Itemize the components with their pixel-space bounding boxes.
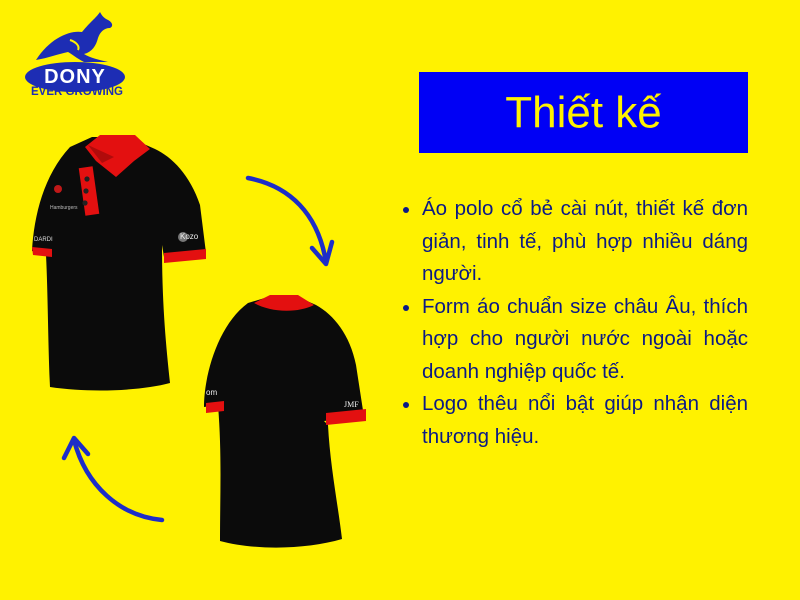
back-sleeve-right-mark: JMF (344, 400, 359, 409)
curved-arrow-icon (240, 170, 340, 274)
curved-arrow-icon (60, 430, 170, 530)
front-sleeve-right-mark: Kozo (180, 232, 199, 241)
brand-logo (22, 8, 132, 100)
svg-text:Hamburgers: Hamburgers (50, 205, 78, 211)
feature-item: Áo polo cổ bẻ cài nút, thiết kế đơn giản, tinh tế, phù hợp nhiều dáng người. (398, 193, 748, 291)
feature-item: Logo thêu nổi bật giúp nhận diện thương hiệu. (398, 388, 748, 453)
polo-shirt-front-image (30, 135, 210, 397)
polo-shirt-back-image (198, 295, 370, 557)
front-sleeve-left-mark: DARDI (34, 237, 53, 243)
feature-list (398, 193, 748, 453)
brand-name: DONY (25, 62, 125, 92)
brand-tagline: EVER GROWING (30, 86, 123, 98)
feature-item: Form áo chuẩn size châu Âu, thích hợp cho người nước ngoài hoặc doanh nghiệp quốc tế. (398, 291, 748, 389)
section-title: Thiết kế (505, 87, 662, 137)
back-sleeve-left-mark: om (206, 388, 218, 397)
section-title-box (419, 72, 748, 153)
kangaroo-icon (30, 8, 122, 66)
